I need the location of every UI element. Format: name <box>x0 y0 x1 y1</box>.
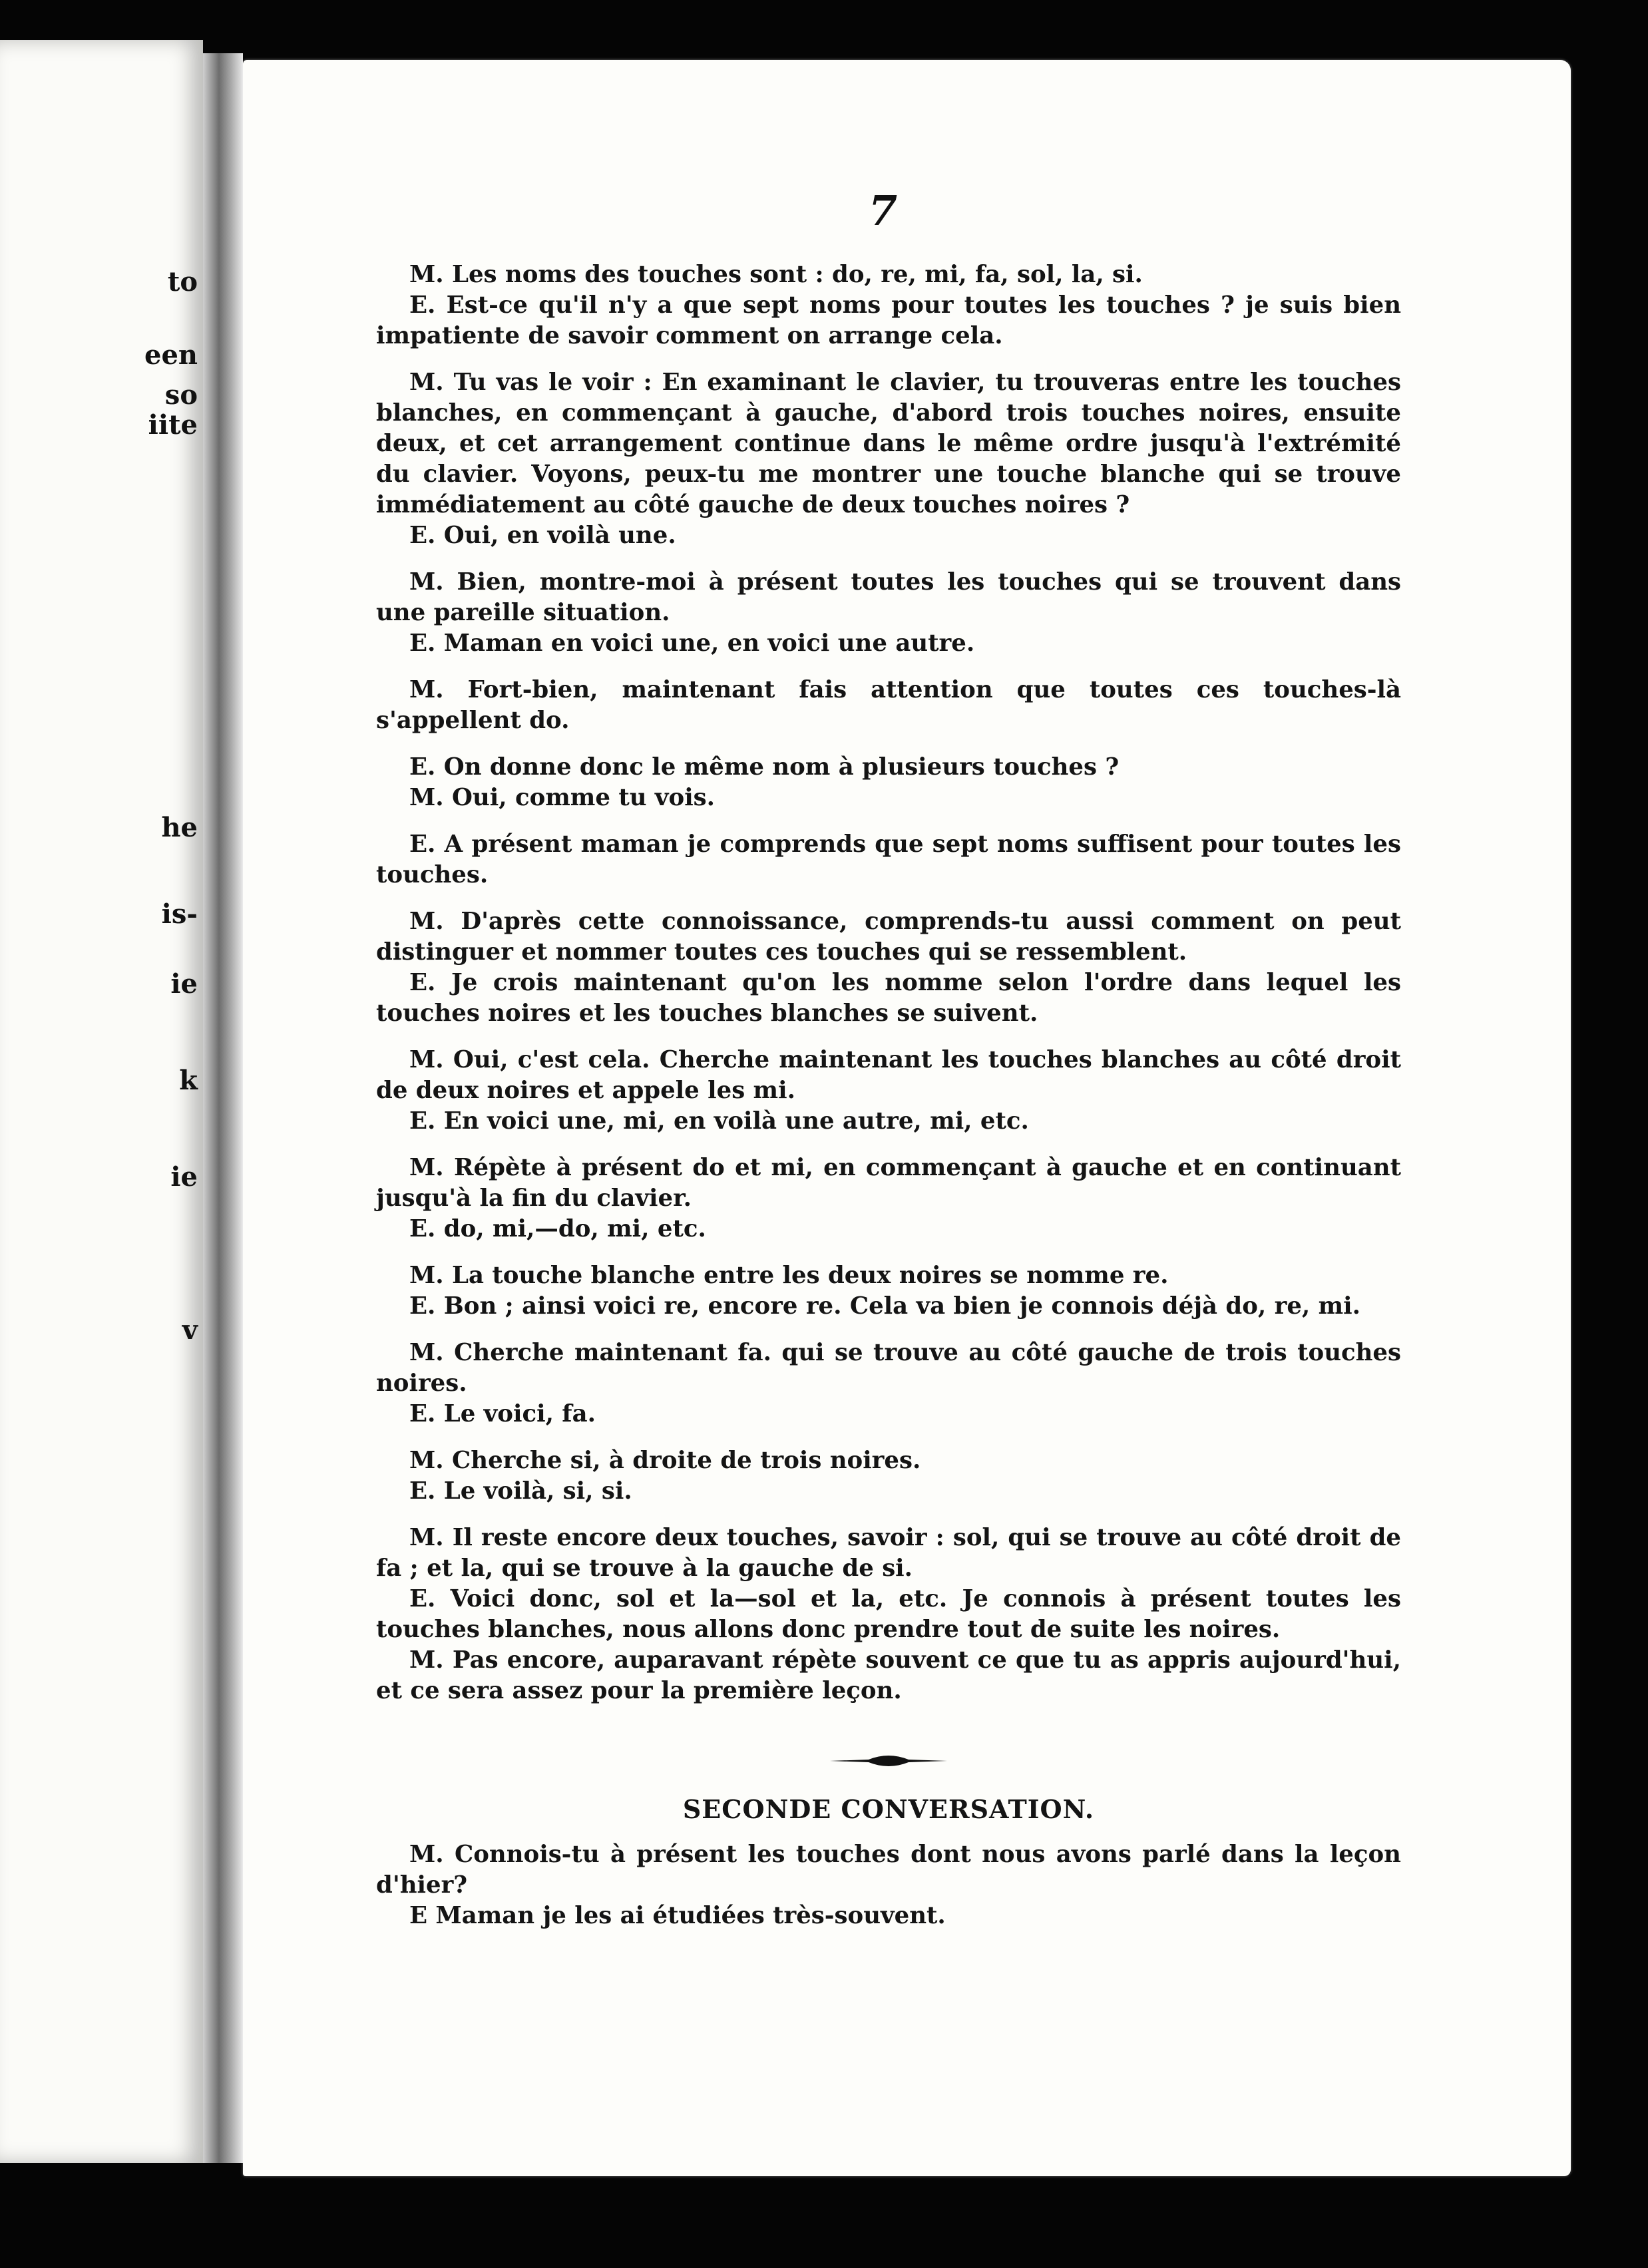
dialogue-paragraph: M. D'après cette connoissance, comprends-tu aussi comment on peut distinguer et nommer toutes ces touches qui se ressemblent. <box>376 908 1401 966</box>
dialogue-paragraph: M. Connois-tu à présent les touches dont nous avons parlé dans la leçon d'hier? <box>376 1841 1401 1899</box>
dialogue-paragraph: M. Bien, montre-moi à présent toutes les touches qui se trouvent dans une pareille situation. <box>376 568 1401 626</box>
dialogue-paragraph: M. Cherche si, à droite de trois noires. <box>409 1447 921 1474</box>
facing-page-fragment: he <box>161 812 198 843</box>
dialogue-paragraph: E. Maman en voici une, en voici une autre. <box>409 630 975 657</box>
facing-page-left <box>0 40 203 2163</box>
page-number: 7 <box>869 186 898 235</box>
dialogue-paragraph: E Maman je les ai étudiées très-souvent. <box>409 1902 946 1929</box>
facing-page-fragment: ie <box>170 1161 198 1193</box>
dialogue-paragraph: E. Je crois maintenant qu'on les nomme selon l'ordre dans lequel les touches noires et les touches blanches se suivent. <box>376 969 1401 1027</box>
dialogue-paragraph: E. Voici donc, sol et la—sol et la, etc. Je connois à présent toutes les touches blanches, nous allons donc prendre tout de suite les noires. <box>376 1585 1401 1643</box>
section-divider-ornament <box>829 1753 948 1769</box>
dialogue-paragraph: E. Le voilà, si, si. <box>409 1477 632 1505</box>
dialogue-paragraph: E. A présent maman je comprends que sept noms suffisent pour toutes les touches. <box>376 831 1401 888</box>
dialogue-paragraph: M. Tu vas le voir : En examinant le clavier, tu trouveras entre les touches blanches, en commençant à gauche, d'abord trois touches noires, ensuite deux, et cet arrangement continue dans le même ordre jusqu'à l'extrémité du clavier. Voyons, peux-tu me montrer une touche blanche qui se trouve immédiatement au côté gauche de deux touches noires ? <box>376 369 1401 518</box>
dialogue-paragraph: E. Est-ce qu'il n'y a que sept noms pour toutes les touches ? je suis bien impatiente de savoir comment on arrange cela. <box>376 291 1401 349</box>
facing-page-fragment: v <box>182 1314 198 1346</box>
book-gutter <box>203 53 243 2163</box>
dialogue-paragraph: M. Oui, c'est cela. Cherche maintenant les touches blanches au côté droit de deux noires et appele les mi. <box>376 1046 1401 1104</box>
facing-page-fragment: is- <box>161 898 198 930</box>
dialogue-paragraph: E. Oui, en voilà une. <box>409 522 676 549</box>
facing-page-fragment: so <box>164 379 198 411</box>
dialogue-paragraph: E. En voici une, mi, en voilà une autre, mi, etc. <box>409 1107 1029 1135</box>
dialogue-paragraph: M. Cherche maintenant fa. qui se trouve au côté gauche de trois touches noires. <box>376 1339 1401 1397</box>
facing-page-fragment: to <box>167 266 198 297</box>
facing-page-fragment: een <box>144 339 198 371</box>
dialogue-paragraph: E. Le voici, fa. <box>409 1400 596 1427</box>
facing-page-fragment: k <box>179 1065 198 1096</box>
dialogue-paragraph: E. do, mi,—do, mi, etc. <box>409 1215 706 1242</box>
section-heading: SECONDE CONVERSATION. <box>682 1794 1095 1824</box>
facing-page-fragment: iite <box>148 409 198 441</box>
dialogue-paragraph: M. Fort-bien, maintenant fais attention que toutes ces touches-là s'appellent do. <box>376 676 1401 734</box>
dialogue-paragraph: M. Il reste encore deux touches, savoir : sol, qui se trouve au côté droit de fa ; et la, qui se trouve à la gauche de si. <box>376 1524 1401 1582</box>
facing-page-fragment: ie <box>170 968 198 1000</box>
dialogue-paragraph: E. On donne donc le même nom à plusieurs touches ? <box>409 753 1120 781</box>
dialogue-paragraph: M. La touche blanche entre les deux noires se nomme re. <box>409 1262 1169 1289</box>
dialogue-paragraph: M. Oui, comme tu vois. <box>409 784 716 811</box>
page-body <box>376 260 1401 1931</box>
dialogue-paragraph: M. Pas encore, auparavant répète souvent ce que tu as appris aujourd'hui, et ce sera assez pour la première leçon. <box>376 1646 1401 1704</box>
dialogue-paragraph: M. Les noms des touches sont : do, re, mi, fa, sol, la, si. <box>409 261 1143 288</box>
dialogue-paragraph: E. Bon ; ainsi voici re, encore re. Cela va bien je connois déjà do, re, mi. <box>409 1292 1361 1320</box>
dialogue-paragraph: M. Répète à présent do et mi, en commençant à gauche et en continuant jusqu'à la fin du clavier. <box>376 1154 1401 1212</box>
book-page <box>243 60 1571 2176</box>
dialogue-paragraphs <box>376 260 1401 1706</box>
